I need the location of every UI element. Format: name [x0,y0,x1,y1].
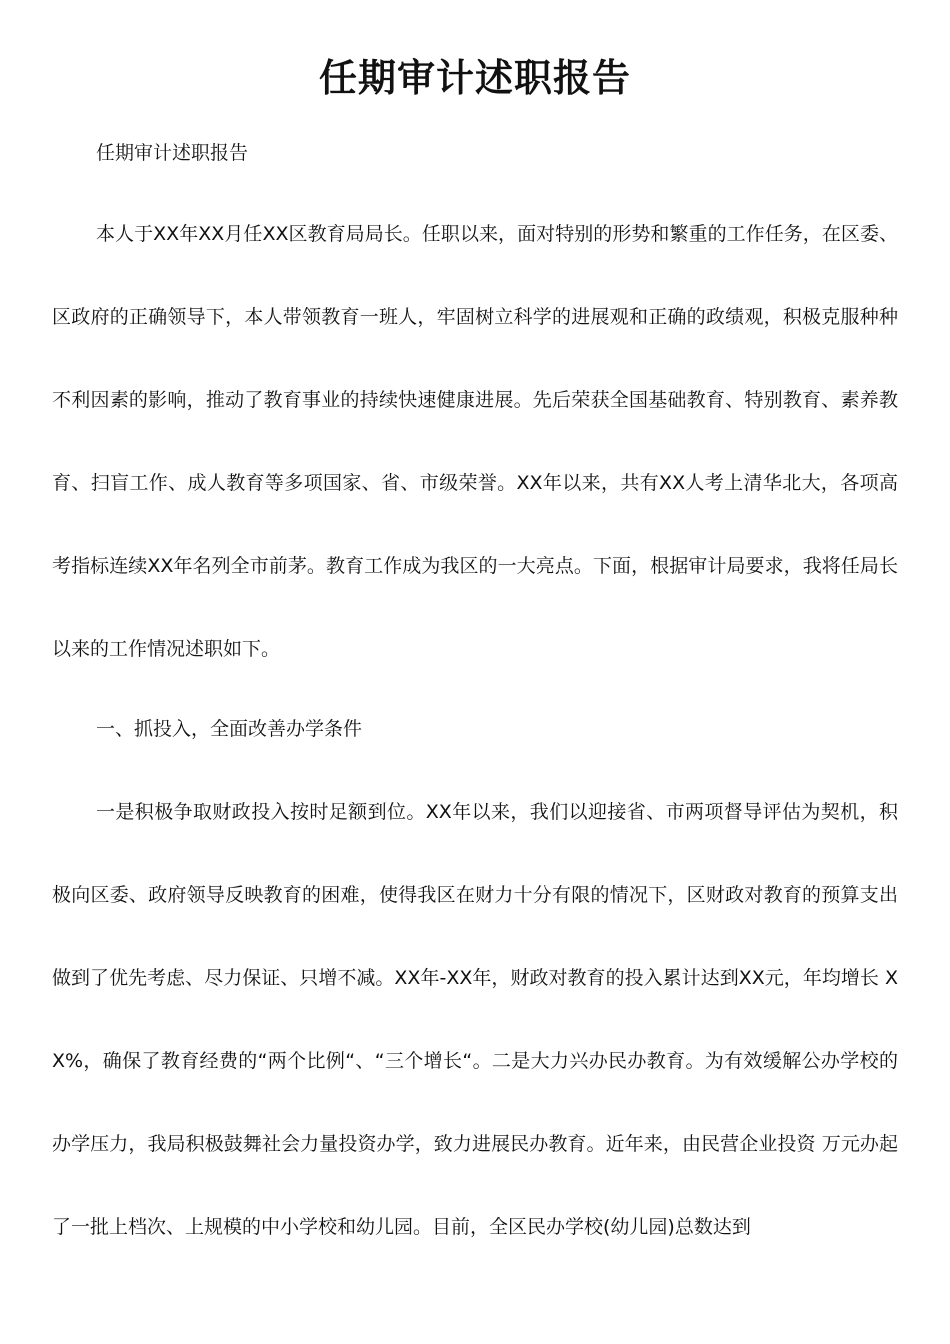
intro-paragraph: 本人于XX年XX月任XX区教育局局长。任职以来，面对特别的形势和繁重的工作任务，在区委、区政府的正确领导下，本人带领教育一班人，牢固树立科学的进展观和正确的政绩观，积极克服种种不利因素的影响，推动了教育事业的持续快速健康进展。先后荣获全国基础教育、特别教育、素养教育、扫盲工作、成人教育等多项国家、省、市级荣誉。XX年以来，共有XX人考上清华北大，各项高考指标连续XX年名列全市前茅。教育工作成为我区的一大亮点。下面，根据审计局要求，我将任局长以来的工作情况述职如下。 [52,223,898,660]
section-heading: 一、抓投入，全面改善办学条件 [96,718,363,740]
document-title: 任期审计述职报告 [318,55,631,100]
document-subtitle: 任期审计述职报告 [96,142,249,164]
section-paragraph: 一是积极争取财政投入按时足额到位。XX年以来，我们以迎接省、市两项督导评估为契机，积极向区委、政府领导反映教育的困难，使得我区在财力十分有限的情况下，区财政对教育的预算支出做到了优先考虑、尽力保证、只增不减。XX年-XX年，财政对教育的投入累计达到XX元，年均增长 XX%，确保了教育经费的“两个比例“、“三个增长“。二是大力兴办民办教育。为有效缓解公办学校的办学压力，我局积极鼓舞社会力量投资办学，致力进展民办教育。近年来，由民营企业投资 万元办起了一批上档次、上规模的中小学校和幼儿园。目前，全区民办学校(幼儿园)总数达到 [52,801,898,1238]
